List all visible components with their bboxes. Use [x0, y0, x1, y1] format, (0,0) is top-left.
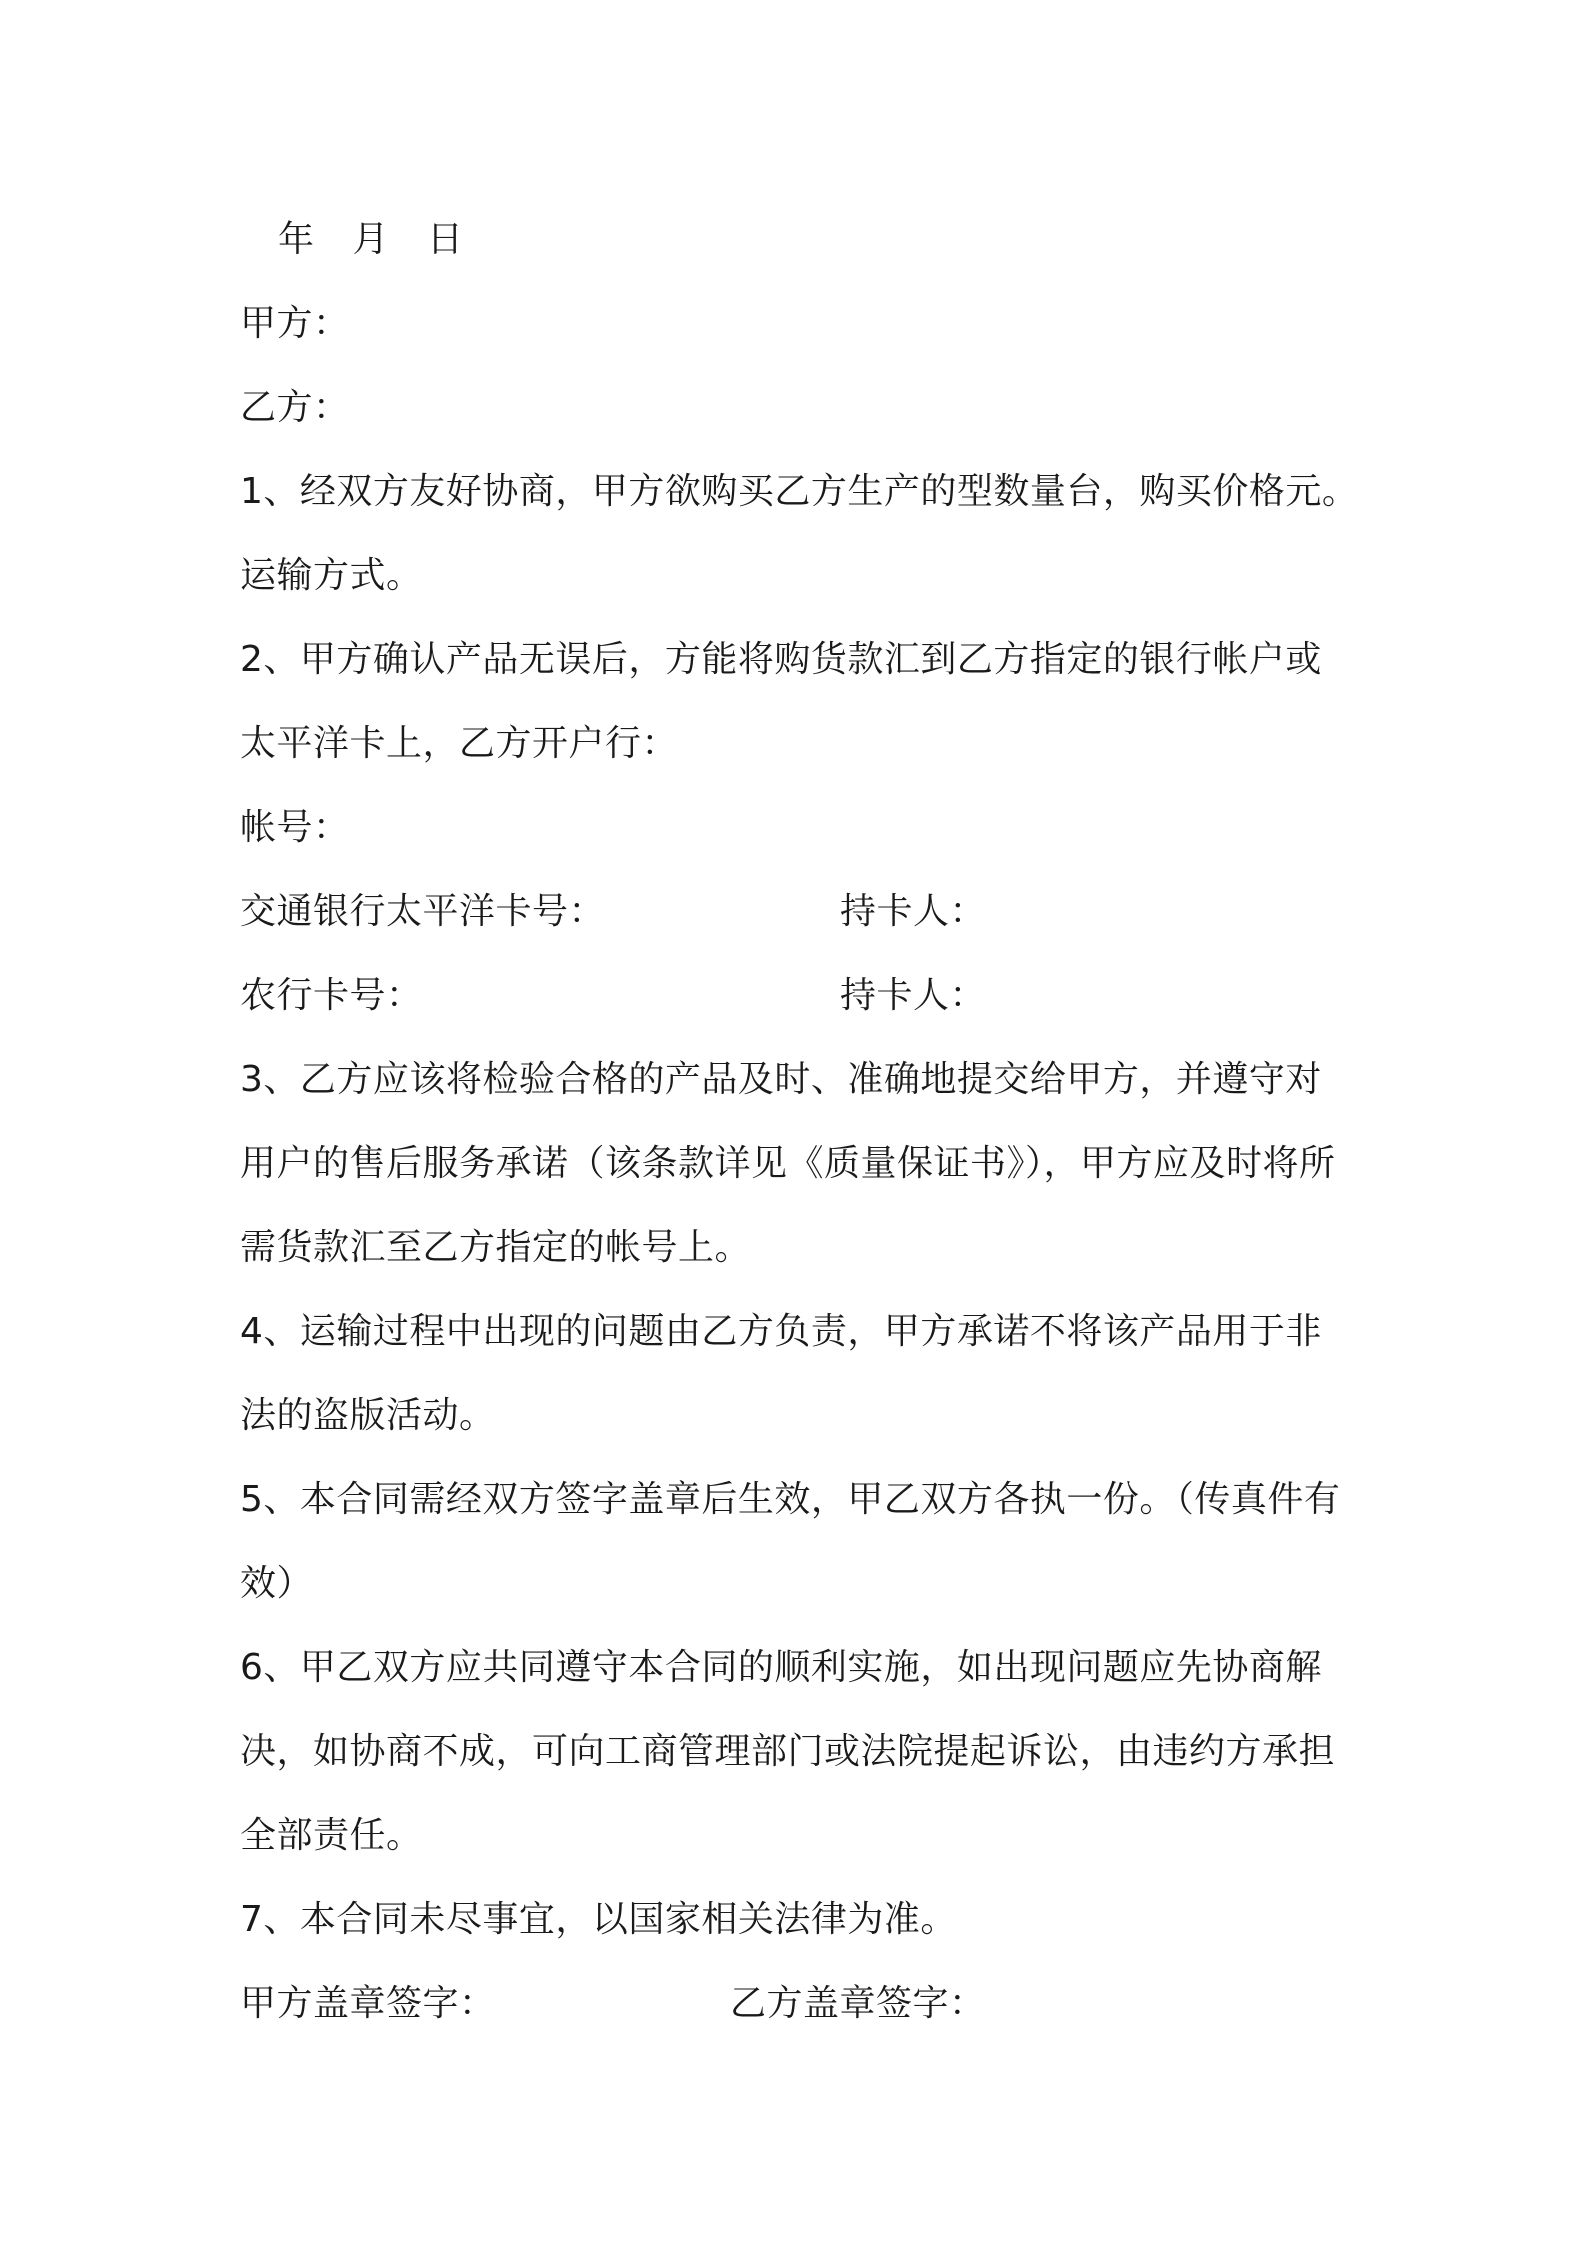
- signature-row: [240, 1962, 1360, 2046]
- bocom-card-label: 交通银行太平洋卡号：: [240, 891, 606, 932]
- date-year: 年: [278, 219, 315, 260]
- date-day: 日: [427, 219, 464, 260]
- card-holder-label-2: 持卡人：: [840, 975, 987, 1016]
- clause-6-line-3: 全部责任。: [240, 1815, 423, 1856]
- contract-body: [240, 198, 1360, 2046]
- clause-5-line-2: 效）: [240, 1563, 314, 1604]
- abc-card-row: [240, 954, 1360, 1038]
- clause-4-line-2: 法的盗版活动。: [240, 1395, 496, 1436]
- party-a-label: 甲方：: [240, 303, 350, 344]
- account-label: 帐号：: [240, 807, 350, 848]
- bocom-card-row: [240, 870, 1360, 954]
- party-b-signature-label: 乙方盖章签字：: [730, 1983, 986, 2024]
- clause-4-line-1: 4、运输过程中出现的问题由乙方负责，甲方承诺不将该产品用于非: [240, 1311, 1322, 1352]
- party-a-signature-label: 甲方盖章签字：: [240, 1983, 496, 2024]
- date-month: 月: [352, 219, 390, 260]
- party-b-label: 乙方：: [240, 387, 350, 428]
- clause-3-line-2: 用户的售后服务承诺（该条款详见《质量保证书》），甲方应及时将所: [240, 1143, 1336, 1184]
- clause-7-line-1: 7、本合同未尽事宜，以国家相关法律为准。: [240, 1899, 957, 1940]
- clause-2-line-1: 2、甲方确认产品无误后，方能将购货款汇到乙方指定的银行帐户或: [240, 639, 1322, 680]
- clause-2-line-2: 太平洋卡上，乙方开户行：: [240, 723, 679, 764]
- clause-3-line-3: 需货款汇至乙方指定的帐号上。: [240, 1227, 752, 1268]
- clause-6-line-2: 决，如协商不成，可向工商管理部门或法院提起诉讼，由违约方承担: [240, 1731, 1336, 1772]
- clause-5-line-1: 5、本合同需经双方签字盖章后生效，甲乙双方各执一份。（传真件有: [240, 1479, 1341, 1520]
- clause-1-line-2: 运输方式。: [240, 555, 423, 596]
- abc-card-label: 农行卡号：: [240, 975, 423, 1016]
- clause-1-line-1: 1、经双方友好协商，甲方欲购买乙方生产的型数量台，购买价格元。: [240, 471, 1359, 512]
- date-line: [240, 198, 1360, 282]
- clause-6-line-1: 6、甲乙双方应共同遵守本合同的顺利实施，如出现问题应先协商解: [240, 1647, 1322, 1688]
- card-holder-label-1: 持卡人：: [840, 891, 987, 932]
- clause-3-line-1: 3、乙方应该将检验合格的产品及时、准确地提交给甲方，并遵守对: [240, 1059, 1322, 1100]
